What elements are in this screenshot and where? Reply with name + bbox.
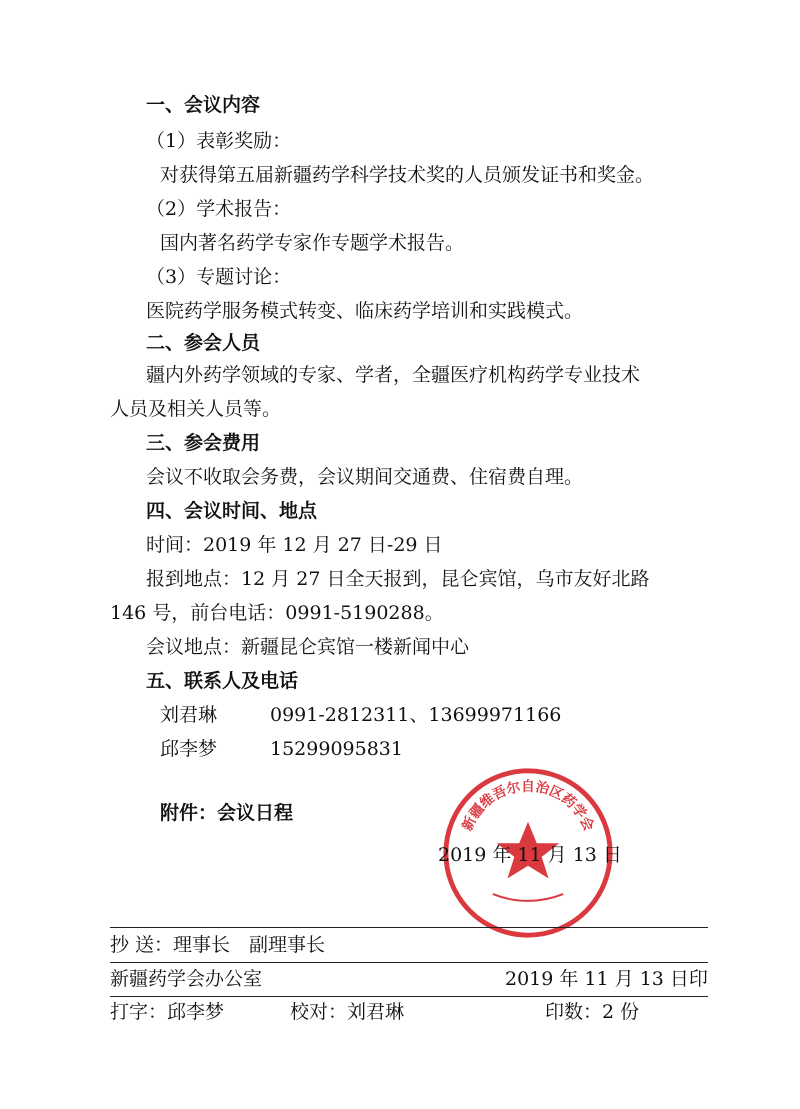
attendees-line-2: 人员及相关人员等。 <box>110 398 282 420</box>
time-text: 时间：2019 年 12 月 27 日-29 日 <box>146 534 443 556</box>
contact-name: 邱李梦 <box>160 738 218 760</box>
item2-label: （2）学术报告： <box>146 198 292 220</box>
registration-line-2: 146 号，前台电话：0991-5190288。 <box>110 602 444 624</box>
venue-text: 会议地点：新疆昆仑宾馆一楼新闻中心 <box>146 636 470 658</box>
item1-label: （1）表彰奖励： <box>146 130 292 152</box>
attachment-note: 附件：会议日程 <box>160 802 294 824</box>
footer-copies: 印数：2 份 <box>545 1001 640 1023</box>
item1-text: 对获得第五届新疆药学科学技术奖的人员颁发证书和奖金。 <box>160 164 655 186</box>
footer-divider-top <box>110 927 708 928</box>
contact-name: 刘君琳 <box>160 704 218 726</box>
footer-cc: 抄 送：理事长 副理事长 <box>110 934 326 956</box>
footer-typist: 打字：邱李梦 <box>110 1001 225 1023</box>
footer-divider-bottom <box>110 996 708 997</box>
footer-proofreader: 校对：刘君琳 <box>290 1001 405 1023</box>
footer-office: 新疆药学会办公室 <box>110 968 263 990</box>
item3-text: 医院药学服务模式转变、临床药学培训和实践模式。 <box>146 300 584 322</box>
contact-phone: 15299095831 <box>270 738 403 760</box>
section-heading-attendees: 二、参会人员 <box>146 332 261 354</box>
section-heading-time-place: 四、会议时间、地点 <box>146 500 318 522</box>
signature-date: 2019 年 11 月 13 日 <box>438 844 622 866</box>
seal-bottom-mark <box>493 894 563 901</box>
section-heading-content: 一、会议内容 <box>146 94 261 116</box>
footer-issue-date: 2019 年 11 月 13 日印 <box>505 968 708 990</box>
footer-divider-middle <box>110 962 708 963</box>
section-heading-contacts: 五、联系人及电话 <box>146 670 299 692</box>
item3-label: （3）专题讨论： <box>146 266 292 288</box>
registration-line-1: 报到地点：12 月 27 日全天报到，昆仑宾馆，乌市友好北路 <box>146 568 650 590</box>
contact-phone: 0991-2812311、13699971166 <box>270 704 562 726</box>
attendees-line-1: 疆内外药学领域的专家、学者，全疆医疗机构药学专业技术 <box>146 364 641 386</box>
item2-text: 国内著名药学专家作专题学术报告。 <box>160 232 465 254</box>
fees-text: 会议不收取会务费，会议期间交通费、住宿费自理。 <box>146 466 584 488</box>
section-heading-fees: 三、参会费用 <box>146 432 261 454</box>
seal-text: 新疆维吾尔自治区药学会 <box>459 778 597 834</box>
